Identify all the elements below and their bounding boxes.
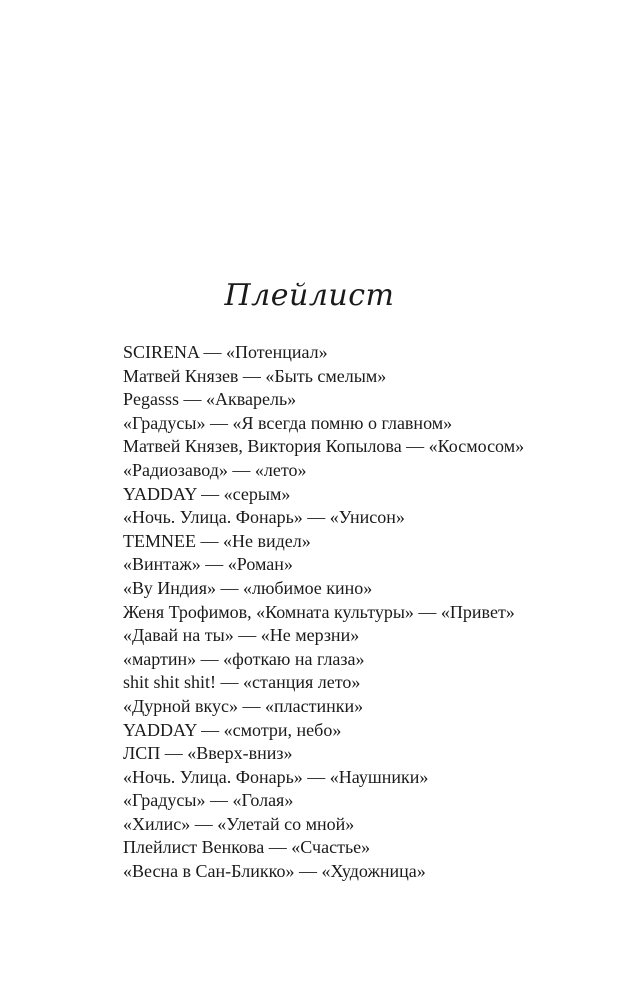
playlist-item: Матвей Князев, Виктория Копылова — «Космосом»	[123, 436, 525, 457]
playlist-item: ЛСП — «Вверх-вниз»	[123, 743, 293, 764]
playlist-item: Плейлист Венкова — «Счастье»	[123, 837, 371, 858]
playlist-item: SCIRENA — «Потенциал»	[123, 342, 328, 362]
playlist-item: «Ву Индия» — «любимое кино»	[123, 577, 373, 598]
playlist-item: «Ночь. Улица. Фонарь» — «Унисон»	[123, 507, 405, 528]
playlist-item: TEMNEE — «Не видел»	[123, 530, 311, 551]
playlist-item: «Хилис» — «Улетай со мной»	[123, 813, 355, 834]
playlist-item: YADDAY — «серым»	[123, 483, 291, 504]
playlist-item: «Давай на ты» — «Не мерзни»	[123, 625, 360, 646]
playlist-item: «Ночь. Улица. Фонарь» — «Наушники»	[123, 766, 429, 787]
playlist-item: Женя Трофимов, «Комната культуры» — «Привет»	[123, 601, 515, 622]
playlist-item: shit shit shit! — «станция лето»	[123, 672, 361, 693]
playlist-item: «мартин» — «фоткаю на глаза»	[123, 648, 365, 669]
page-title: Плейлист	[224, 278, 395, 313]
playlist-item: «Винтаж» — «Роман»	[123, 554, 293, 575]
playlist-item: «Радиозавод» — «лето»	[123, 459, 307, 480]
playlist-item: «Градусы» — «Голая»	[123, 790, 294, 811]
playlist-item: Pegasss — «Акварель»	[123, 389, 297, 410]
playlist-item: «Весна в Сан-Бликко» — «Художница»	[123, 861, 426, 882]
playlist-item: «Градусы» — «Я всегда помню о главном»	[123, 412, 453, 433]
playlist	[123, 341, 593, 884]
playlist-item: «Дурной вкус» — «пластинки»	[123, 695, 364, 716]
playlist-item: YADDAY — «смотри, небо»	[123, 719, 342, 740]
playlist-item: Матвей Князев — «Быть смелым»	[123, 365, 387, 386]
